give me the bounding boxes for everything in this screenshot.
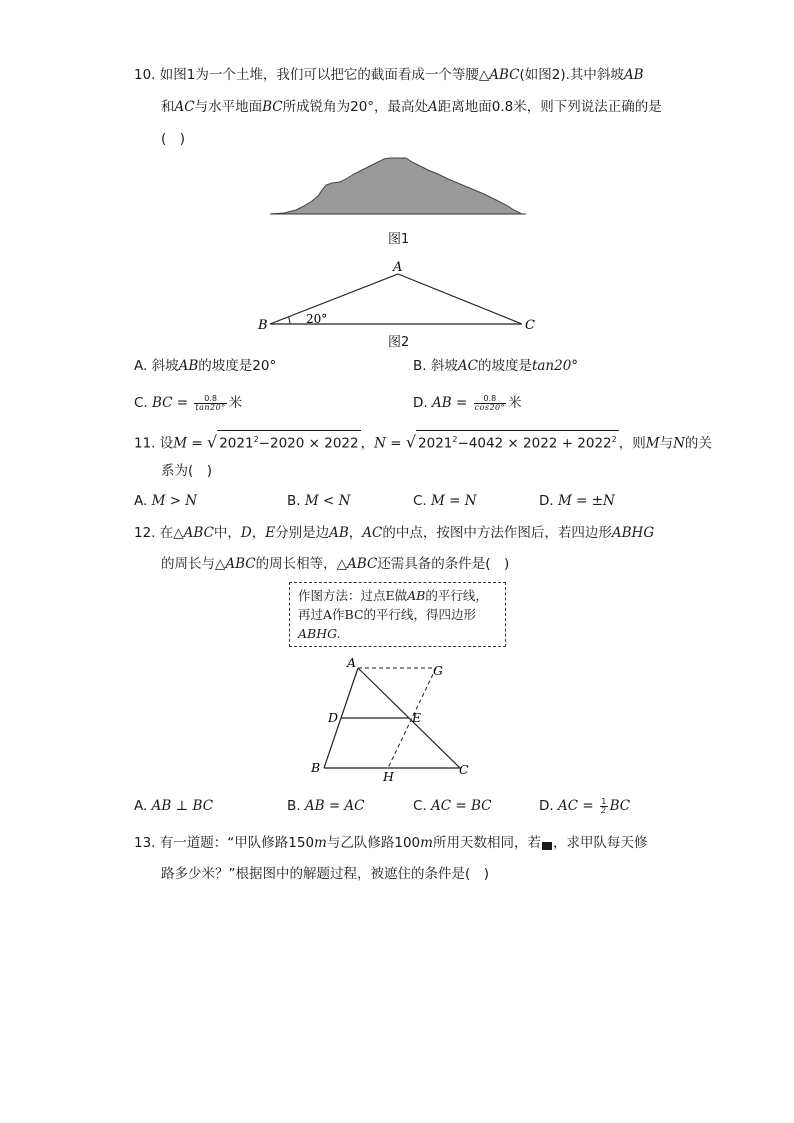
option-text: 的坡度是20° bbox=[198, 358, 277, 374]
option-label: C. bbox=[134, 395, 148, 411]
q10-text: (如图2).其中斜坡 bbox=[519, 67, 624, 83]
math-ac: AC bbox=[457, 358, 478, 374]
q11-option-a bbox=[134, 492, 197, 510]
angle-arc bbox=[289, 317, 291, 324]
q10-text: 和 bbox=[161, 99, 175, 115]
numerator: 0.8 bbox=[474, 395, 507, 404]
note-line-3: ABHG. bbox=[298, 626, 341, 641]
q10-text: 所成锐角为20°，最高处 bbox=[282, 99, 429, 115]
label-a: A bbox=[347, 655, 357, 670]
q11-text: 与 bbox=[659, 435, 674, 452]
denominator: 2 bbox=[600, 805, 607, 815]
q11-option-c bbox=[413, 492, 477, 510]
option-text: 的坡度是 bbox=[477, 358, 532, 374]
option-label: D. bbox=[539, 493, 554, 509]
q10-number: 10. bbox=[134, 67, 156, 83]
q11-option-d bbox=[539, 492, 615, 510]
q10-option-c bbox=[134, 394, 242, 412]
option-text: AB ⊥ BC bbox=[151, 798, 214, 814]
radicand-m bbox=[217, 430, 360, 453]
q12-line2 bbox=[161, 555, 509, 573]
mound-shape bbox=[270, 158, 522, 214]
math-m: M bbox=[645, 435, 660, 452]
q12-option-b bbox=[287, 797, 365, 815]
math-ab: AB bbox=[623, 67, 644, 83]
note-text: 作图方法：过点E做 bbox=[298, 588, 408, 603]
fig2-caption: 图2 bbox=[388, 335, 410, 350]
q12-line1 bbox=[134, 524, 654, 542]
numerator: 1 bbox=[601, 796, 607, 806]
label-c: C bbox=[459, 762, 469, 777]
exponent: 2 bbox=[452, 435, 458, 444]
option-label: A. bbox=[134, 493, 148, 509]
label-h: H bbox=[383, 769, 394, 784]
option-label: D. bbox=[539, 798, 554, 814]
q11-text: 设 bbox=[159, 435, 174, 452]
option-label: A. bbox=[134, 798, 148, 814]
q11-text: 的关 bbox=[684, 435, 712, 452]
option-label: D. bbox=[413, 395, 428, 411]
math-abc: ABC bbox=[347, 556, 378, 572]
q10-text: 如图1为一个土堆，我们可以把它的截面看成一个等腰 bbox=[159, 67, 479, 83]
q12-option-a bbox=[134, 797, 213, 815]
q10-option-d bbox=[413, 394, 522, 412]
equals: = bbox=[385, 435, 406, 452]
q11-text: ，则 bbox=[618, 435, 646, 452]
math-ab: AB bbox=[407, 588, 426, 603]
term: −2020 × 2022 bbox=[258, 435, 359, 452]
label-g: G bbox=[433, 663, 443, 678]
q10-line1 bbox=[134, 66, 644, 84]
sqrt-sign: √ bbox=[405, 432, 417, 452]
math-m: m bbox=[420, 835, 433, 851]
unit: 米 bbox=[228, 395, 243, 411]
q10-option-a bbox=[134, 357, 276, 375]
math-lhs: AC = bbox=[557, 798, 594, 814]
triangle-symbol: △ bbox=[215, 556, 226, 572]
option-text: M > N bbox=[151, 493, 198, 509]
triangle-symbol: △ bbox=[478, 67, 490, 83]
option-text: 斜坡 bbox=[430, 358, 458, 374]
math-d: D bbox=[240, 525, 252, 541]
option-label: B. bbox=[287, 798, 301, 814]
option-text: AB = AC bbox=[304, 798, 365, 814]
math-abc: ABC bbox=[225, 556, 256, 572]
option-label: B. bbox=[287, 493, 301, 509]
math-lhs: BC = bbox=[152, 395, 189, 411]
triangle-symbol: △ bbox=[173, 525, 184, 541]
q10-text: 与水平地面 bbox=[194, 99, 263, 115]
math-abhg: ABHG bbox=[611, 525, 655, 541]
label-e: E bbox=[412, 710, 422, 725]
q10-option-b bbox=[413, 357, 578, 375]
q11-number: 11. bbox=[134, 435, 156, 452]
term: −4042 × 2022 + 2022 bbox=[457, 435, 612, 452]
fraction bbox=[194, 395, 226, 412]
side-ac bbox=[398, 274, 522, 324]
q12-text: 中， bbox=[213, 525, 241, 541]
term: 2021 bbox=[219, 435, 254, 452]
q12-text: 分别是边 bbox=[275, 525, 330, 541]
q12-text: 在 bbox=[159, 525, 174, 541]
math-ab: AB bbox=[178, 358, 199, 374]
option-text: M < N bbox=[304, 493, 351, 509]
q10-line2 bbox=[161, 98, 662, 116]
option-text: M = ±N bbox=[557, 493, 615, 509]
numerator: 0.8 bbox=[194, 395, 226, 404]
q12-text: ， bbox=[251, 525, 266, 541]
masked-condition-block bbox=[542, 842, 552, 850]
q10-answer-paren: ( ) bbox=[161, 131, 186, 147]
q12-text: 的周长相等， bbox=[255, 556, 337, 572]
math-rhs: BC bbox=[609, 798, 631, 814]
q13-text: ，求甲队每天修 bbox=[552, 835, 648, 851]
fraction bbox=[600, 798, 608, 815]
angle-label: 20° bbox=[306, 312, 328, 326]
math-m: m bbox=[314, 835, 327, 851]
note-text: 的平行线， bbox=[425, 588, 488, 603]
q12-text: 还需具备的条件是( ) bbox=[377, 556, 510, 572]
label-b: B bbox=[258, 318, 268, 333]
fraction bbox=[474, 395, 507, 412]
math-tan: tan20° bbox=[531, 358, 579, 374]
option-label: C. bbox=[413, 798, 427, 814]
q12-text: ， bbox=[348, 525, 363, 541]
math-ab: AB bbox=[329, 525, 349, 541]
q13-text: 所用天数相同，若 bbox=[432, 835, 541, 851]
exponent: 2 bbox=[253, 435, 259, 444]
label-b: B bbox=[311, 760, 321, 775]
option-label: B. bbox=[413, 358, 427, 374]
note-line-2: 再过A作BC的平行线，得四边形 bbox=[298, 607, 477, 622]
denominator: cos20° bbox=[474, 402, 506, 412]
fig1-caption: 图1 bbox=[388, 232, 410, 247]
radicand-n bbox=[416, 430, 619, 453]
label-c: C bbox=[525, 318, 535, 333]
q12-option-c bbox=[413, 797, 492, 815]
q11-line2: 系为( ) bbox=[161, 463, 213, 479]
q13-line1 bbox=[134, 834, 647, 852]
construction-note-box bbox=[289, 582, 506, 647]
math-a: A bbox=[428, 99, 438, 115]
math-abc: ABC bbox=[489, 67, 520, 83]
mound-figure bbox=[266, 152, 530, 220]
option-text: AC = BC bbox=[431, 798, 492, 814]
q12-text: 的周长与 bbox=[161, 556, 215, 572]
label-a: A bbox=[393, 260, 403, 275]
math-e: E bbox=[265, 525, 276, 541]
q11-option-b bbox=[287, 492, 350, 510]
q12-number: 12. bbox=[134, 525, 156, 541]
q13-number: 13. bbox=[134, 835, 156, 851]
triangle-figure bbox=[250, 256, 550, 336]
denominator: tan20° bbox=[195, 402, 226, 412]
math-m: M bbox=[173, 435, 188, 452]
math-n: N bbox=[374, 435, 386, 452]
equals: = bbox=[187, 435, 208, 452]
unit: 米 bbox=[508, 395, 522, 411]
triangle-symbol: △ bbox=[336, 556, 348, 572]
construction-figure bbox=[300, 650, 480, 784]
side-ab bbox=[270, 274, 398, 324]
q11-line1 bbox=[134, 430, 712, 453]
q13-text: 与乙队修路100 bbox=[326, 835, 421, 851]
q12-option-d bbox=[539, 797, 630, 815]
math-abc: ABC bbox=[183, 525, 214, 541]
option-text: M = N bbox=[431, 493, 477, 509]
q12-text: 的中点，按图中方法作图后，若四边形 bbox=[382, 525, 612, 541]
math-ac: AC bbox=[362, 525, 383, 541]
math-bc: BC bbox=[262, 99, 283, 115]
exponent: 2 bbox=[611, 435, 617, 444]
sqrt-sign: √ bbox=[207, 432, 218, 452]
q10-text: 距离地面0.8米，则下列说法正确的是 bbox=[437, 99, 662, 115]
note-line-1 bbox=[298, 586, 497, 605]
term: 2021 bbox=[418, 435, 453, 452]
q13-line2: 路多少米？”根据图中的解题过程，被遮住的条件是( ) bbox=[161, 866, 490, 882]
math-n: N bbox=[673, 435, 685, 452]
option-label: C. bbox=[413, 493, 427, 509]
q13-text: 有一道题：“甲队修路150 bbox=[159, 835, 315, 851]
option-label: A. bbox=[134, 358, 148, 374]
math-ac: AC bbox=[174, 99, 195, 115]
label-d: D bbox=[328, 710, 339, 725]
q11-text: ， bbox=[360, 435, 375, 452]
math-lhs: AB = bbox=[431, 395, 468, 411]
option-text: 斜坡 bbox=[151, 358, 179, 374]
